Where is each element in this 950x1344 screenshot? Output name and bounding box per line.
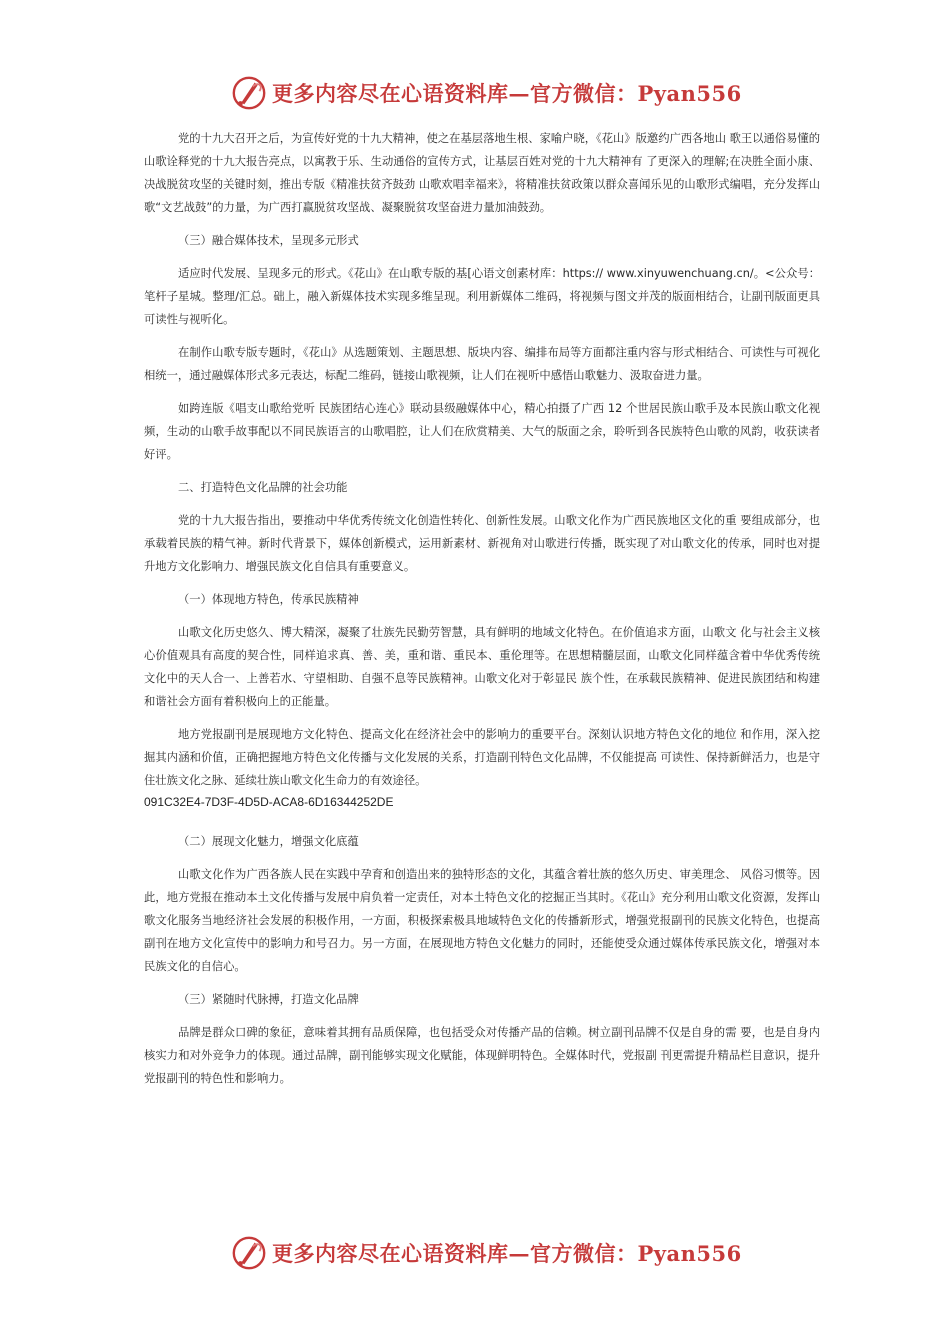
banner-text: 更多内容尽在心语资料库—官方微信：Pyan556 [272,1241,742,1266]
section-heading: 二、打造特色文化品牌的社会功能 [178,481,348,494]
paragraph: 品牌是群众口碑的象征，意味着其拥有品质保障，也包括受众对传播产品的信赖。树立副刊品牌不仅是自身的需 要，也是自身内核实力和对外竞争力的体现。通过品牌，副刊能够实现文化赋能，体现鲜明特色。全媒体时代，党报副 刊更需提升精品栏目意识，提升党报副刊的特色性和影响力。 [144,1026,820,1085]
paragraph: 党的十九大报告指出，要推动中华优秀传统文化创造性转化、创新性发展。山歌文化作为广西民族地区文化的重 要组成部分，也承载着民族的精气神。新时代背景下，媒体创新模式，运用新素材、新视角对山歌进行传播，既实现了对山歌文化的传承，同时也对提升地方文化影响力、增强民族文化自信具有重要意义。 [144,514,820,573]
document-body [144,127,820,1100]
document-id: 091C32E4-7D3F-4D5D-ACA8-6D16344252DE [144,795,394,809]
header-banner [230,73,742,113]
paragraph: 如跨连版《唱支山歌给党听 民族团结心连心》联动县级融媒体中心，精心拍摄了广西 12 个世居民族山歌手及本民族山歌文化视频，生动的山歌手故事配以不同民族语言的山歌唱腔，让人们在欣赏精美、大气的版面之余，聆听到各民族特色山歌的风韵，收获读者好评。 [144,402,820,461]
section-heading: （二）展现文化魅力，增强文化底蕴 [178,835,359,848]
paragraph: 山歌文化历史悠久、博大精深，凝聚了壮族先民勤劳智慧，具有鲜明的地域文化特色。在价值追求方面，山歌文 化与社会主义核心价值观具有高度的契合性，同样追求真、善、美，重和谐、重民本、重伦理等。在思想精髓层面，山歌文化同样蕴含着中华优秀传统文化中的天人合一、上善若水、守望相助、自强不息等民族精神。山歌文化对于彰显民 族个性，在承载民族精神、促进民族团结和构建和谐社会方面有着积极向上的正能量。 [144,626,820,708]
paragraph: 党的十九大召开之后，为宣传好党的十九大精神，使之在基层落地生根、家喻户晓，《花山》版邀约广西各地山 歌王以通俗易懂的山歌诠释党的十九大报告亮点，以寓教于乐、生动通俗的宣传方式，让基层百姓对党的十九大精神有 了更深入的理解;在决胜全面小康、决战脱贫攻坚的关键时刻，推出专版《精准扶贫齐鼓劲 山歌欢唱幸福来》，将精准扶贫政策以群众喜闻乐见的山歌形式编唱，充分发挥山歌“文艺战鼓”的力量，为广西打赢脱贫攻坚战、凝聚脱贫攻坚奋进力量加油鼓劲。 [144,132,820,214]
banner-text: 更多内容尽在心语资料库—官方微信：Pyan556 [272,81,742,106]
section-heading: （三）融合媒体技术，呈现多元形式 [178,234,359,247]
paragraph: 地方党报副刊是展现地方文化特色、提高文化在经济社会中的影响力的重要平台。深刻认识地方特色文化的地位 和作用，深入挖掘其内涵和价值，正确把握地方特色文化传播与文化发展的关系，打造副刊特色文化品牌，不仅能提高 可读性、保持新鲜活力，也是守住壮族文化之脉、延续壮族山歌文化生命力的有效途径。 [144,728,820,787]
paragraph: 适应时代发展、呈现多元的形式。《花山》在山歌专版的基[心语文创素材库：https:// www.xinyuwenchuang.cn/。<公众号：笔杆子星城。整理/汇总。础上，融入新媒体技术实现多维呈现。利用新媒体二维码，将视频与图文并茂的版面相结合，让副刊版面更具可读性与视听化。 [144,267,820,326]
paragraph: 山歌文化作为广西各族人民在实践中孕育和创造出来的独特形态的文化，其蕴含着壮族的悠久历史、审美理念、 风俗习惯等。因此，地方党报在推动本土文化传播与发展中肩负着一定责任，对本土特色文化的挖掘正当其时。《花山》充分利用山歌文化资源，发挥山歌文化服务当地经济社会发展的积极作用，一方面，积极探索极具地域特色文化的传播新形式，增强党报副刊的民族文化特色，也提高副刊在地方文化宣传中的影响力和号召力。另一方面，在展现地方特色文化魅力的同时，还能使受众通过媒体传承民族文化，增强对本民族文化的自信心。 [144,868,820,973]
footer-banner [230,1233,742,1273]
logo-icon [230,74,268,112]
paragraph: 在制作山歌专版专题时，《花山》从选题策划、主题思想、版块内容、编排布局等方面都注重内容与形式相结合、可读性与可视化相统一，通过融媒体形式多元表达，标配二维码，链接山歌视频，让人们在视听中感悟山歌魅力、汲取奋进力量。 [144,346,820,382]
section-heading: （一）体现地方特色，传承民族精神 [178,593,359,606]
logo-icon [230,1234,268,1272]
section-heading: （三）紧随时代脉搏，打造文化品牌 [178,993,359,1006]
